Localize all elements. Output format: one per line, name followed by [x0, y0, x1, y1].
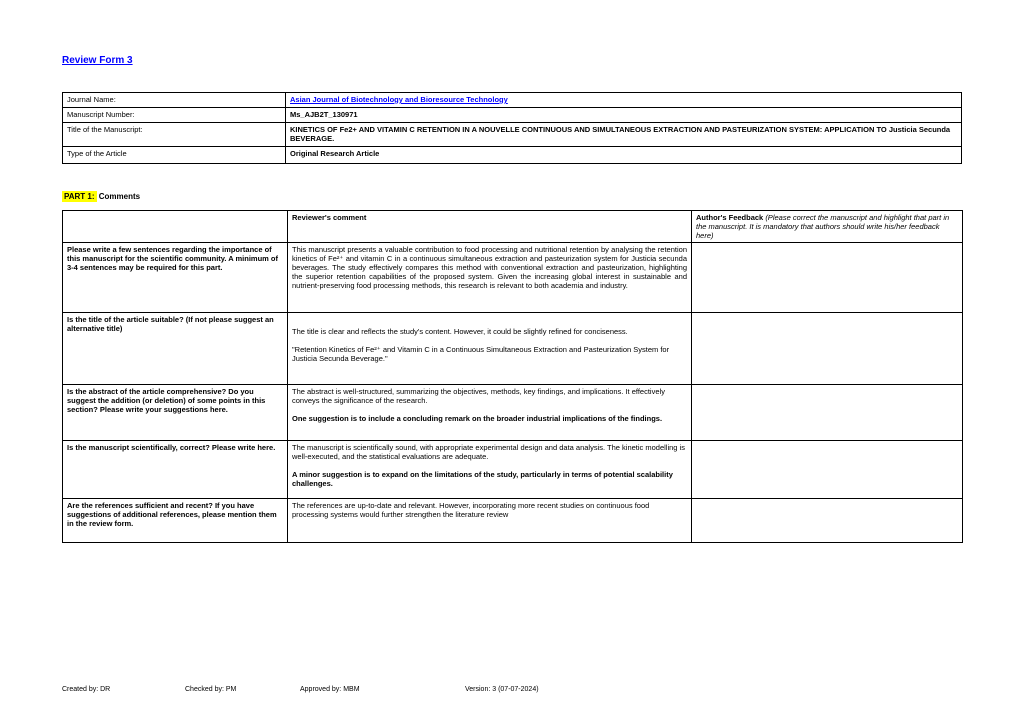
author-feedback-cell[interactable] [692, 243, 963, 313]
reviewer-comment-cell [288, 441, 692, 499]
author-feedback-header-note: (Please correct the manuscript and highlight that part in the manuscript. It is mandatory that authors should write his/her feedback here) [696, 213, 950, 240]
comments-row-scientific [63, 441, 963, 499]
comments-row-importance [63, 243, 963, 313]
comment-paragraph: A minor suggestion is to expand on the limitations of the study, particularly in terms of potential scalability challenges. [292, 470, 673, 488]
part1-title: Comments [98, 192, 141, 201]
page-title: Review Form 3 [62, 55, 133, 66]
reviewer-comment-cell [288, 243, 692, 313]
manuscript-number-label: Manuscript Number: [63, 107, 286, 122]
question-cell: Is the abstract of the article comprehensive? Do you suggest the addition (or deletion) of some points in this section? Please write your suggestions here. [63, 385, 288, 441]
comment-paragraph: One suggestion is to include a concluding remark on the broader industrial implications of the findings. [292, 414, 663, 423]
footer-checked-by: Checked by: PM [185, 686, 237, 693]
comment-paragraph: The title is clear and reflects the study's content. However, it could be slightly refined for conciseness. [292, 327, 628, 336]
manuscript-info-table [62, 92, 962, 164]
question-cell: Please write a few sentences regarding the importance of this manuscript for the scientific community. A minimum of 3-4 sentences may be required for this part. [63, 243, 288, 313]
table-row [63, 147, 962, 164]
journal-name-cell [286, 93, 962, 108]
comments-header-row [63, 211, 963, 243]
manuscript-number-value: Ms_AJB2T_130971 [286, 107, 962, 122]
reviewer-comment-cell [288, 499, 692, 543]
manuscript-title-label: Title of the Manuscript: [63, 122, 286, 147]
comment-paragraph: The references are up-to-date and relevant. However, incorporating more recent studies on continuous food processing systems would further strengthen the literature review [292, 501, 650, 519]
page-footer [62, 686, 962, 698]
question-cell: Is the title of the article suitable? (If not please suggest an alternative title) [63, 313, 288, 385]
comments-row-references [63, 499, 963, 543]
journal-name-label: Journal Name: [63, 93, 286, 108]
table-row [63, 93, 962, 108]
comment-paragraph: The manuscript is scientifically sound, with appropriate experimental design and data analysis. The kinetic modelling is well-executed, and the statistical evaluations are adequate. [292, 443, 685, 461]
author-feedback-cell[interactable] [692, 385, 963, 441]
question-cell: Is the manuscript scientifically, correct? Please write here. [63, 441, 288, 499]
journal-name-link[interactable]: Asian Journal of Biotechnology and Bioresource Technology [290, 95, 508, 104]
comments-row-title [63, 313, 963, 385]
author-feedback-cell[interactable] [692, 441, 963, 499]
author-feedback-header-label: Author's Feedback [696, 213, 766, 222]
footer-version: Version: 3 (07-07-2024) [465, 686, 539, 693]
part1-heading [62, 192, 962, 201]
comment-paragraph: This manuscript presents a valuable contribution to food processing and nutritional retention by analysing the retention kinetics of Fe²⁺ and vitamin C in a continuous simultaneous extraction and pasteurization system for Justicia secunda beverages. The study effectively compares this method with conventional extraction and pasteurization, highlighting the superior retention capabilities of the proposed system. Given the increasing global interest in sustainable and nutrient-preserving food processing methods, this research is relevant to both academia and industry. [292, 245, 687, 290]
comments-table [62, 210, 963, 543]
question-header-cell [63, 211, 288, 243]
table-row [63, 122, 962, 147]
comment-paragraph: The abstract is well-structured, summarizing the objectives, methods, key findings, and implications. It effectively conveys the significance of the research. [292, 387, 665, 405]
manuscript-title-value: KINETICS OF Fe2+ AND VITAMIN C RETENTION IN A NOUVELLE CONTINUOUS AND SIMULTANEOUS EXTRACTION AND PASTEURIZATION SYSTEM: APPLICATION TO Justicia Secunda BEVERAGE. [286, 122, 962, 147]
reviewer-comment-cell [288, 385, 692, 441]
question-cell: Are the references sufficient and recent? If you have suggestions of additional references, please mention them in the review form. [63, 499, 288, 543]
table-row [63, 107, 962, 122]
author-feedback-cell[interactable] [692, 313, 963, 385]
part1-badge: PART 1: [64, 192, 95, 201]
author-feedback-header [692, 211, 963, 243]
footer-created-by: Created by: DR [62, 686, 111, 693]
comment-paragraph: "Retention Kinetics of Fe²⁺ and Vitamin C in a Continuous Simultaneous Extraction and Pasteurization System for Justicia Secunda Beverage." [292, 345, 670, 363]
author-feedback-cell[interactable] [692, 499, 963, 543]
article-type-value: Original Research Article [286, 147, 962, 164]
comments-row-abstract [63, 385, 963, 441]
reviewer-comment-header: Reviewer's comment [288, 211, 692, 243]
footer-approved-by: Approved by: MBM [300, 686, 360, 693]
reviewer-comment-cell [288, 313, 692, 385]
article-type-label: Type of the Article [63, 147, 286, 164]
